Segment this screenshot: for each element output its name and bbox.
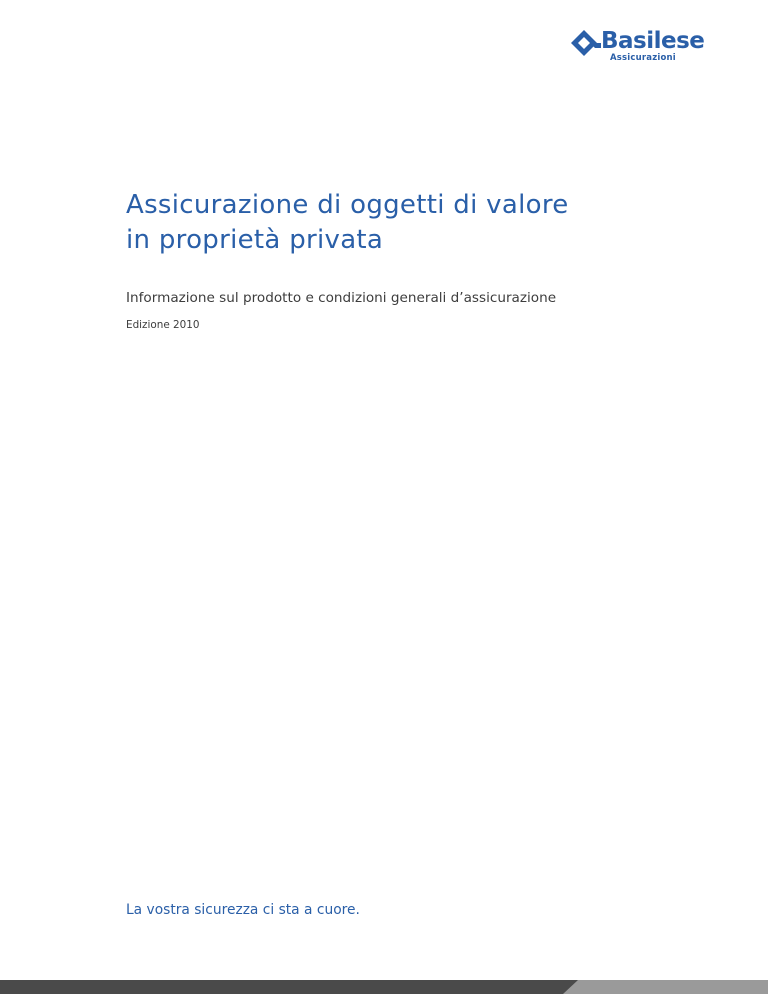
footer-band	[0, 980, 768, 994]
logo-subtitle: Assicurazioni	[610, 53, 676, 63]
edition-label: Edizione 2010	[126, 319, 200, 331]
diamond-logo-icon	[569, 28, 601, 60]
tagline: La vostra sicurezza ci sta a cuore.	[126, 902, 360, 918]
brand-logo	[569, 28, 729, 64]
document-title-line-2: in proprietà privata	[126, 225, 384, 255]
document-title	[126, 188, 569, 258]
document-subtitle: Informazione sul prodotto e condizioni generali d’assicurazione	[126, 290, 557, 306]
footer-band-dark	[0, 980, 578, 994]
logo-wordmark: Basilese	[601, 28, 705, 54]
document-title-line-1: Assicurazione di oggetti di valore	[126, 190, 569, 220]
